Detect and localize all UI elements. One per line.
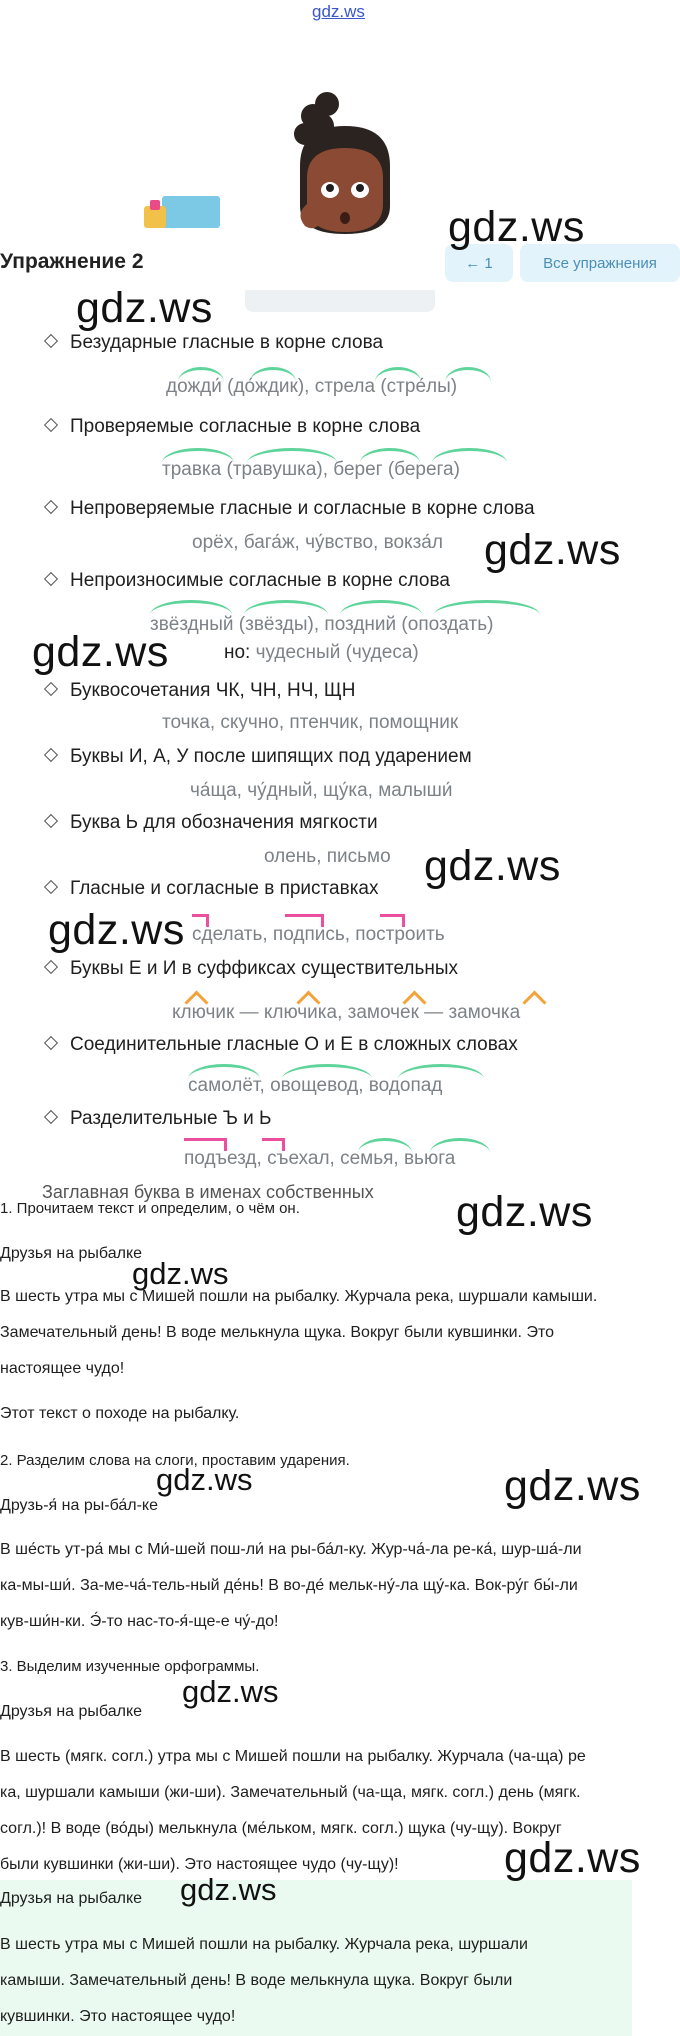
rule-example: олень, письмо <box>264 846 391 867</box>
text-line: Замечательный день! В воде мелькнула щука. Вокруг были кувшинки. Это <box>0 1324 554 1341</box>
text-line: В шесть (мягк. согл.) утра мы с Мишей пошли на рыбалку. Журчала (ча-ща) ре <box>0 1748 586 1765</box>
diamond-bullet-icon <box>44 1110 58 1124</box>
rule-item <box>46 812 378 834</box>
text-title: Друзья на рыбалке <box>0 1890 143 1907</box>
rule-item <box>46 746 472 768</box>
rule-example: звёздный (звёзды), поздний (опоздать) <box>150 614 494 635</box>
diamond-bullet-icon <box>44 418 58 432</box>
step-heading: 3. Выделим изученные орфограммы. <box>0 1658 260 1675</box>
diamond-bullet-icon <box>44 814 58 828</box>
text-title: Друзь-я́ на ры-ба́л-ке <box>0 1497 159 1514</box>
rule-title: Гласные и согласные в приставках <box>70 878 379 899</box>
rule-title: Буква Ь для обозначения мягкости <box>70 812 378 833</box>
watermark: gdz.ws <box>456 1188 593 1236</box>
text-line: Этот текст о походе на рыбалку. <box>0 1405 240 1422</box>
site-link[interactable]: gdz.ws <box>312 2 365 21</box>
text-line: согл.)! В воде (во́ды) мелькнула (ме́льком, мягк. согл.) щука (чу-щу). Вокруг <box>0 1820 562 1837</box>
all-exercises-button[interactable]: Все упражнения <box>520 244 680 282</box>
watermark: gdz.ws <box>76 284 213 332</box>
arc-mark <box>150 600 232 615</box>
diamond-bullet-icon <box>44 334 58 348</box>
watermark: gdz.ws <box>424 842 561 890</box>
text-line: настоящее чудо! <box>0 1360 125 1377</box>
text-line: кув-ши́н-ки. Э́-то нас-то-я́-ще-е чу́-до! <box>0 1613 279 1630</box>
suffix-mark <box>522 990 546 1014</box>
rule-item <box>46 958 458 980</box>
text-title: Друзья на рыбалке <box>0 1245 143 1262</box>
diamond-bullet-icon <box>44 572 58 586</box>
rule-example-prefix: но: <box>224 642 251 663</box>
rule-example: травка (травушка), берег (берега) <box>162 459 460 480</box>
rule-item <box>46 332 383 354</box>
diamond-bullet-icon <box>44 500 58 514</box>
diamond-bullet-icon <box>44 682 58 696</box>
rule-example: дожди́ (до́ждик), стрела (стре́лы) <box>166 376 458 397</box>
diamond-bullet-icon <box>44 1036 58 1050</box>
rule-item <box>46 416 420 438</box>
watermark: gdz.ws <box>484 526 621 574</box>
text-line: В ше́сть ут-ра́ мы с Ми́-шей пош-ли́ на ры-ба́л-ку. Жур-ча́-ла ре-ка́, шур-ша́-ли <box>0 1541 582 1558</box>
rule-title: Проверяемые согласные в корне слова <box>70 416 421 437</box>
watermark: gdz.ws <box>132 1256 229 1291</box>
rule-item <box>46 1108 272 1130</box>
rule-title: Безударные гласные в корне слова <box>70 332 384 353</box>
watermark: gdz.ws <box>156 1462 253 1497</box>
character-avatar <box>275 86 405 234</box>
text-line: ка, шуршали камыши (жи-ши). Замечательный (ча-ща, мягк. согл.) день (мягк. <box>0 1784 581 1801</box>
cut-rule-item: Заглавная буква в именах собственных <box>42 1182 374 1202</box>
diamond-bullet-icon <box>44 748 58 762</box>
text-title: Друзья на рыбалке <box>0 1703 143 1720</box>
exercise-title: Упражнение 2 <box>0 250 144 273</box>
watermark: gdz.ws <box>504 1462 641 1510</box>
text-line: В шесть утра мы с Мишей пошли на рыбалку. Журчала река, шуршали камыши. <box>0 1288 598 1305</box>
rule-title: Буквосочетания ЧК, ЧН, НЧ, ЩН <box>70 680 356 701</box>
watermark: gdz.ws <box>504 1834 641 1882</box>
rule-example-text: чудесный (чудеса) <box>255 642 419 663</box>
watermark: gdz.ws <box>32 628 169 676</box>
rule-example: точка, скучно, птенчик, помощник <box>162 712 459 733</box>
prev-exercise-button[interactable]: ← 1 <box>445 244 513 282</box>
watermark: gdz.ws <box>448 203 585 251</box>
rule-example: ключик — ключика, замочек — замочка <box>172 1002 521 1023</box>
watermark: gdz.ws <box>180 1872 277 1907</box>
rule-title: Буквы Е и И в суффиксах существительных <box>70 958 459 979</box>
clipped-heading-box <box>245 290 435 312</box>
rule-example: подъезд, съехал, семья, вьюга <box>184 1148 456 1169</box>
rule-item <box>46 878 379 900</box>
step-heading: 2. Разделим слова на слоги, проставим ударения. <box>0 1452 350 1469</box>
rule-example-secondary <box>224 642 419 664</box>
text-line: ка-мы-ши́. За-ме-ча́-тель-ный де́нь! В во-де́ мельк-ну́-ла щу́-ка. Вок-ру́г бы́-ли <box>0 1577 578 1594</box>
rule-item <box>46 1034 518 1056</box>
rule-title: Разделительные Ъ и Ь <box>70 1108 272 1129</box>
text-line: камыши. Замечательный день! В воде мелькнула щука. Вокруг были <box>0 1972 513 1989</box>
rule-title: Непроверяемые гласные и согласные в корне слова <box>70 498 535 519</box>
rule-example: самолёт, овощевод, водопад <box>188 1075 443 1096</box>
step-heading: 1. Прочитаем текст и определим, о чём он. <box>0 1200 300 1217</box>
rule-example: сделать, подпись, построить <box>192 924 445 945</box>
diamond-bullet-icon <box>44 880 58 894</box>
rule-title: Непроизносимые согласные в корне слова <box>70 570 450 591</box>
rule-item <box>46 680 355 702</box>
rule-example: орёх, бага́ж, чу́вство, вокза́л <box>192 532 443 553</box>
text-line: кувшинки. Это настоящее чудо! <box>0 2008 236 2025</box>
arc-mark <box>434 600 540 615</box>
rule-title: Соединительные гласные О и Е в сложных словах <box>70 1034 518 1055</box>
arc-mark <box>340 600 422 615</box>
rule-example: ча́ща, чу́дный, щу́ка, малыши́ <box>190 780 453 801</box>
text-line: были кувшинки (жи-ши). Это настоящее чудо (чу-щу)! <box>0 1856 399 1873</box>
watermark: gdz.ws <box>48 906 185 954</box>
watermark: gdz.ws <box>182 1674 279 1709</box>
diamond-bullet-icon <box>44 960 58 974</box>
book-illustration <box>140 196 220 230</box>
rule-title: Буквы И, А, У после шипящих под ударением <box>70 746 472 767</box>
text-line: В шесть утра мы с Мишей пошли на рыбалку. Журчала река, шуршали <box>0 1936 528 1953</box>
rule-item <box>46 498 535 520</box>
arc-mark <box>244 600 328 615</box>
rule-item <box>46 570 450 592</box>
